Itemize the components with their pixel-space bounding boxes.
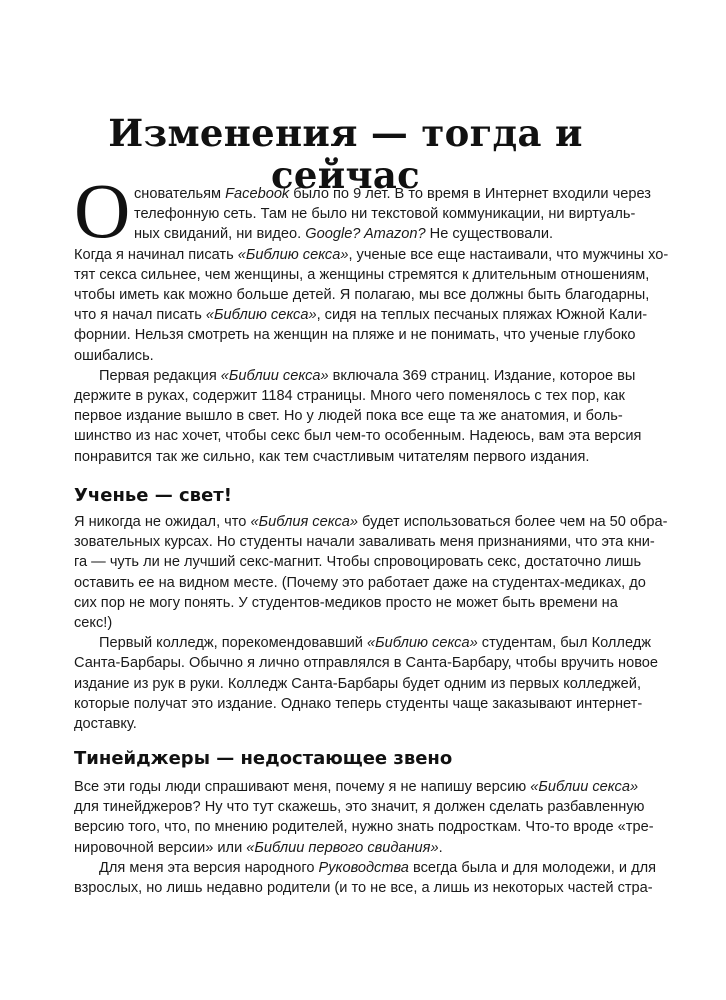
text-line: чтобы иметь как можно больше детей. Я полагаю, мы все должны быть благодарны,: [74, 287, 650, 304]
text-line: форнии. Нельзя смотреть на женщин на пляже и не понимать, что ученые глубоко: [74, 327, 636, 344]
section-teenagers-text: [74, 777, 657, 898]
text-line: издание из рук в руки. Колледж Санта-Барбары будет одним из первых колледжей,: [74, 675, 642, 692]
text-line: сих пор не могу понять. У студентов-медиков просто не может быть времени на: [74, 594, 618, 611]
text-line: Первый колледж, порекомендовавший «Библию секса» студентам, был Колледж: [99, 635, 652, 652]
text-line: доставку.: [74, 716, 137, 733]
text-line: зовательных курсах. Но студенты начали заваливать меня признаниями, что эта кни-: [74, 534, 655, 551]
text-line: для тинейджеров? Ну что тут скажешь, это значит, я должен сделать разбавленную: [74, 799, 645, 816]
section-heading-teenagers: Тинейджеры — недостающее звено: [74, 748, 453, 769]
text-line: секс!): [74, 615, 113, 632]
text-line: Санта-Барбары. Обычно я лично отправлялся в Санта-Барбару, чтобы вручить новое: [74, 655, 659, 672]
text-line: сновательям Facebook было по 9 лет. В то время в Интернет входили через: [134, 186, 651, 202]
text-line: Я никогда не ожидал, что «Библия секса» будет использоваться более чем на 50 обра-: [74, 514, 668, 530]
text-line: что я начал писать «Библию секса», сидя на теплых песчаных пляжах Южной Кали-: [74, 307, 648, 324]
chapter-title: Изменения — тогда и сейчас: [108, 111, 583, 197]
text-line: нировочной версии» или «Библии первого свидания».: [74, 839, 443, 856]
text-line: ошибались.: [74, 347, 154, 364]
text-line: ных свиданий, ни видео. Google? Amazon? Не существовали.: [134, 226, 554, 243]
text-line: первое издание вышло в свет. Но у людей пока все еще та же анатомия, и боль-: [74, 408, 623, 425]
text-line: понравится так же сильно, как тем счастливым читателям первого издания.: [74, 448, 590, 465]
text-line: телефонную сеть. Там не было ни текстовой коммуникации, ни виртуаль-: [134, 206, 636, 223]
text-line: держите в руках, содержит 1184 страницы. Много чего поменялось с тех пор, как: [74, 388, 625, 405]
text-line: шинство из нас хочет, чтобы секс был чем-то особенным. Надеюсь, вам эта версия: [74, 428, 642, 445]
text-line: Все эти годы люди спрашивают меня, почему я не напишу версию «Библии секса»: [74, 779, 639, 795]
drop-cap: О: [74, 167, 131, 254]
text-line: Первая редакция «Библии секса» включала 369 страниц. Издание, которое вы: [99, 367, 636, 384]
text-line: Когда я начинал писать «Библию секса», ученые все еще настаивали, что мужчины хо-: [74, 246, 669, 263]
intro-text: [74, 167, 669, 467]
text-line: Для меня эта версия народного Руководства всегда была и для молодежи, и для: [99, 859, 657, 876]
text-line: тят секса сильнее, чем женщины, а женщины стремятся к длительным отношениям,: [74, 266, 650, 283]
text-line: версию того, что, по мнению родителей, нужно знать подросткам. Что-то вроде «тре-: [74, 819, 654, 836]
text-line: га — чуть ли не лучший секс-магнит. Чтобы спровоцировать секс, достаточно лишь: [74, 554, 642, 571]
section-heading-learning: Ученье — свет!: [74, 485, 232, 506]
section-learning-text: [74, 512, 668, 734]
text-line: которые получат это издание. Однако теперь студенты чаще заказывают интернет-: [74, 695, 643, 712]
text-line: взрослых, но лишь недавно родители (и то не все, а лишь из некоторых частей стра-: [74, 880, 653, 897]
text-line: оставить ее на видном месте. (Почему это работает даже на студентах-медиках, до: [74, 574, 646, 591]
